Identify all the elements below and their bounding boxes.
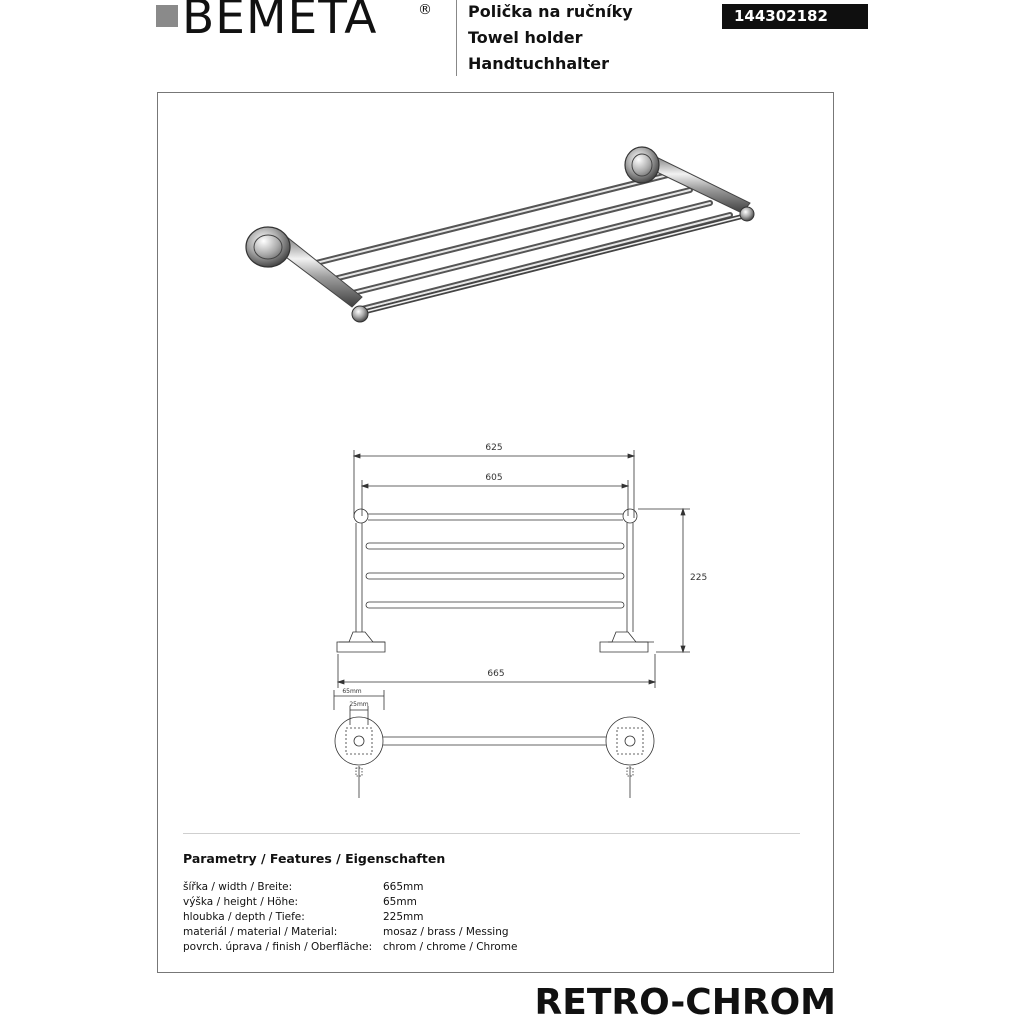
features-heading: Parametry / Features / Eigenschaften — [183, 851, 446, 866]
series-name: RETRO-CHROM — [534, 982, 836, 1023]
spec-label-depth: hloubka / depth / Tiefe: — [183, 911, 305, 923]
dimension-inner-rail: 605 — [485, 473, 503, 483]
brand-logo-text: BEMETA — [182, 0, 378, 45]
spec-label-width: šířka / width / Breite: — [183, 881, 293, 893]
product-image — [230, 135, 770, 345]
title-german: Handtuchhalter — [468, 54, 610, 73]
dimension-fixing: 25mm — [349, 701, 369, 708]
dimension-rosette: 65mm — [342, 688, 362, 695]
spec-label-height: výška / height / Höhe: — [183, 896, 299, 908]
title-english: Towel holder — [468, 28, 583, 47]
registered-mark: ® — [418, 2, 432, 18]
spec-value-depth: 225mm — [383, 911, 424, 923]
product-code-badge: 144302182 — [722, 4, 868, 29]
brand-logo-square — [156, 5, 178, 27]
dimension-height: 225 — [690, 573, 708, 583]
spec-label-finish: povrch. úprava / finish / Oberfläche: — [183, 941, 373, 953]
spec-value-width: 665mm — [383, 881, 424, 893]
dimension-overall-rail: 625 — [485, 443, 503, 453]
spec-label-material: materiál / material / Material: — [183, 926, 338, 938]
technical-drawing — [320, 430, 720, 810]
title-czech: Polička na ručníky — [468, 2, 633, 21]
dimension-total-width: 665 — [487, 669, 505, 679]
spec-value-height: 65mm — [383, 896, 417, 908]
spec-value-finish: chrom / chrome / Chrome — [383, 941, 518, 953]
header-divider — [456, 0, 457, 76]
section-divider — [183, 833, 800, 834]
spec-value-material: mosaz / brass / Messing — [383, 926, 509, 938]
